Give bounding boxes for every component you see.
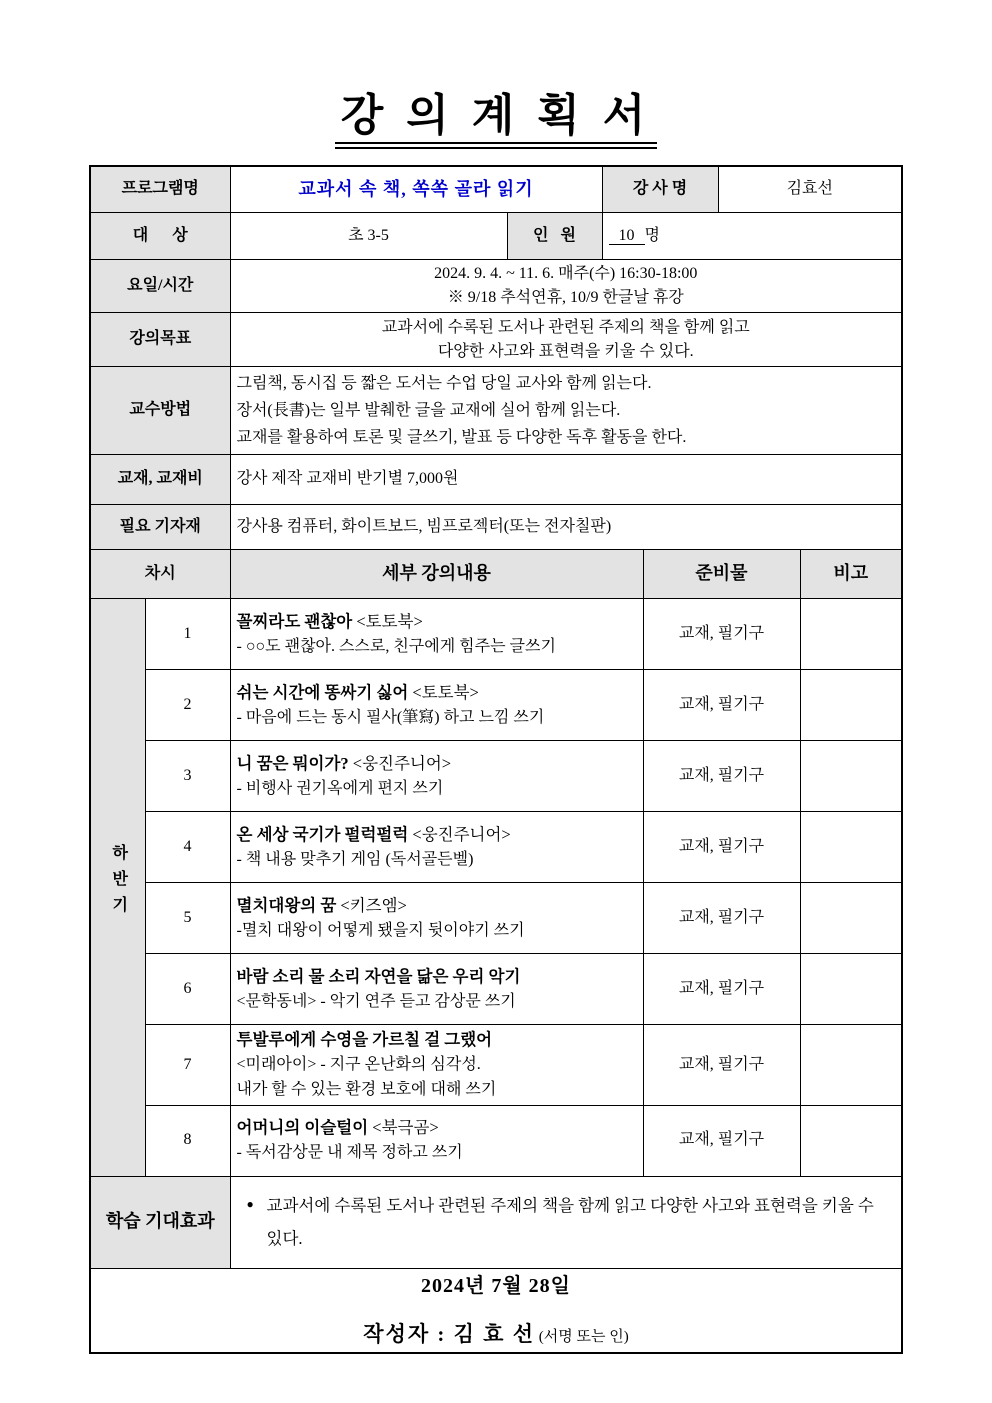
session-publisher: <웅진주니어> xyxy=(408,825,511,845)
session-activity: 내가 할 수 있는 환경 보호에 대해 쓰기 xyxy=(236,1080,497,1098)
session-content xyxy=(230,954,643,1025)
session-book-title: 투발루에게 수영을 가르칠 걸 그랬어 xyxy=(236,1030,493,1050)
session-number: 4 xyxy=(145,812,230,883)
session-content xyxy=(230,883,643,954)
session-book-title-line xyxy=(237,822,637,848)
sessions-header-materials: 준비물 xyxy=(643,550,800,599)
capacity-unit: 명 xyxy=(644,226,660,244)
session-publisher: <북극곰> xyxy=(368,1118,439,1138)
row-sessions-header xyxy=(90,550,902,599)
session-book-title: 멸치대왕의 꿈 xyxy=(236,896,337,916)
signature-date: 2024년 7월 28일 xyxy=(421,1274,571,1297)
session-book-title: 꼴찌라도 괜찮아 xyxy=(236,612,353,632)
session-book-title-line xyxy=(237,964,637,990)
program-value-cell xyxy=(230,166,602,213)
session-note xyxy=(800,883,902,954)
session-book-title-line xyxy=(237,609,637,635)
session-publisher: <토토북> xyxy=(352,612,423,632)
signature-author-name: 작성자 : 김 효 선 xyxy=(363,1321,535,1346)
session-row xyxy=(90,954,902,1025)
session-activity: - 비행사 권기옥에게 편지 쓰기 xyxy=(236,779,444,797)
capacity-value: 10 xyxy=(609,227,645,245)
session-book-title: 온 세상 국기가 펄럭펄럭 xyxy=(236,825,409,845)
session-row xyxy=(90,883,902,954)
session-book-title: 어머니의 이슬털이 xyxy=(236,1118,369,1138)
method-line3: 교재를 활용하여 토론 및 글쓰기, 발표 등 다양한 독후 활동을 한다. xyxy=(236,429,687,447)
row-equipment xyxy=(90,505,902,550)
goal-label: 강의목표 xyxy=(90,313,230,367)
semester-label xyxy=(90,599,145,1176)
target-label: 대 상 xyxy=(90,213,230,260)
session-book-title: 바람 소리 물 소리 자연을 닮은 우리 악기 xyxy=(236,967,521,987)
session-activity: <문학동네> - 악기 연주 듣고 감상문 쓰기 xyxy=(236,992,516,1010)
row-schedule xyxy=(90,260,902,313)
session-content xyxy=(230,670,643,741)
capacity-label: 인 원 xyxy=(507,213,602,260)
session-materials: 교재, 필기구 xyxy=(643,883,800,954)
session-activity: - 독서감상문 내 제목 정하고 쓰기 xyxy=(236,1143,463,1161)
session-note xyxy=(800,1105,902,1176)
goal-line2: 다양한 사고와 표현력을 키울 수 있다. xyxy=(437,342,694,360)
session-row xyxy=(90,1105,902,1176)
signature-note: (서명 또는 인) xyxy=(535,1328,629,1345)
session-note xyxy=(800,599,902,670)
row-target xyxy=(90,213,902,260)
document-title-wrap xyxy=(0,0,992,149)
session-book-title-line xyxy=(237,1027,637,1053)
session-note xyxy=(800,1025,902,1105)
goal-line1: 교과서에 수록된 도서나 관련된 주제의 책을 함께 읽고 xyxy=(381,318,750,336)
session-number: 6 xyxy=(145,954,230,1025)
session-activity: - ○○도 괜찮아. 스스로, 친구에게 힘주는 글쓰기 xyxy=(236,637,556,655)
target-value: 초 3-5 xyxy=(230,213,507,260)
session-activity: - 책 내용 맞추기 게임 (독서골든벨) xyxy=(236,850,474,868)
session-activity: <미래아이> - 지구 온난화의 심각성. xyxy=(236,1055,481,1073)
session-note xyxy=(800,812,902,883)
row-outcome xyxy=(90,1176,902,1268)
session-book-title-line xyxy=(237,893,637,919)
session-book-title-line xyxy=(237,1115,637,1141)
textbook-value: 강사 제작 교재비 반기별 7,000원 xyxy=(230,455,902,505)
session-book-title: 쉬는 시간에 똥싸기 싫어 xyxy=(236,683,409,703)
equipment-label: 필요 기자재 xyxy=(90,505,230,550)
session-materials: 교재, 필기구 xyxy=(643,670,800,741)
session-materials: 교재, 필기구 xyxy=(643,954,800,1025)
capacity-value-cell xyxy=(602,213,902,260)
semester-label-text: 하반기 xyxy=(109,844,127,923)
outcome-text: 교과서에 수록된 도서나 관련된 주제의 책을 함께 읽고 다양한 사고와 표현력을 키울 수 있다. xyxy=(266,1196,874,1249)
session-publisher: <키즈엠> xyxy=(336,896,407,916)
session-content xyxy=(230,1105,643,1176)
program-value: 교과서 속 책, 쏙쏙 골라 읽기 xyxy=(298,178,534,199)
instructor-label: 강 사 명 xyxy=(602,166,718,213)
session-materials: 교재, 필기구 xyxy=(643,812,800,883)
session-row xyxy=(90,599,902,670)
schedule-value-cell xyxy=(230,260,902,313)
sessions-header-period: 차시 xyxy=(90,550,230,599)
session-number: 3 xyxy=(145,741,230,812)
session-row xyxy=(90,812,902,883)
session-number: 1 xyxy=(145,599,230,670)
row-goal xyxy=(90,313,902,367)
session-row xyxy=(90,741,902,812)
document-title: 강 의 계 획 서 xyxy=(335,92,658,149)
schedule-label: 요일/시간 xyxy=(90,260,230,313)
session-number: 2 xyxy=(145,670,230,741)
session-materials: 교재, 필기구 xyxy=(643,741,800,812)
session-materials: 교재, 필기구 xyxy=(643,599,800,670)
session-note xyxy=(800,741,902,812)
session-number: 8 xyxy=(145,1105,230,1176)
sessions-body xyxy=(90,599,902,1176)
goal-value-cell xyxy=(230,313,902,367)
session-content xyxy=(230,741,643,812)
schedule-line1: 2024. 9. 4. ~ 11. 6. 매주(수) 16:30-18:00 xyxy=(434,265,698,283)
lecture-plan-table xyxy=(89,165,903,1354)
session-activity: -멸치 대왕이 어떻게 됐을지 뒷이야기 쓰기 xyxy=(236,921,525,939)
bullet-icon: ● xyxy=(246,1197,254,1212)
session-materials: 교재, 필기구 xyxy=(643,1105,800,1176)
session-materials: 교재, 필기구 xyxy=(643,1025,800,1105)
session-content xyxy=(230,1025,643,1105)
session-number: 5 xyxy=(145,883,230,954)
outcome-body xyxy=(237,1183,896,1261)
equipment-value: 강사용 컴퓨터, 화이트보드, 빔프로젝터(또는 전자칠판) xyxy=(230,505,902,550)
session-activity: - 마음에 드는 동시 필사(筆寫) 하고 느낌 쓰기 xyxy=(236,708,545,726)
session-content xyxy=(230,599,643,670)
method-line2: 장서(長書)는 일부 발췌한 글을 교재에 실어 함께 읽는다. xyxy=(236,402,621,420)
session-publisher: <웅진주니어> xyxy=(348,754,452,774)
textbook-label: 교재, 교재비 xyxy=(90,455,230,505)
instructor-value: 김효선 xyxy=(718,166,902,213)
sessions-header-content: 세부 강의내용 xyxy=(230,550,643,599)
row-signature xyxy=(90,1268,902,1353)
session-note xyxy=(800,670,902,741)
session-book-title-line xyxy=(237,751,637,777)
signature-cell xyxy=(90,1268,902,1353)
program-label: 프로그램명 xyxy=(90,166,230,213)
session-row xyxy=(90,670,902,741)
row-program xyxy=(90,166,902,213)
outcome-value-cell xyxy=(230,1176,902,1268)
session-row xyxy=(90,1025,902,1105)
row-textbook xyxy=(90,455,902,505)
row-method xyxy=(90,367,902,455)
session-book-title: 니 꿈은 뭐이가? xyxy=(236,754,349,774)
method-line1: 그림책, 동시집 등 짧은 도서는 수업 당일 교사와 함께 읽는다. xyxy=(236,375,652,393)
session-book-title-line xyxy=(237,680,637,706)
method-label: 교수방법 xyxy=(90,367,230,455)
session-publisher: <토토북> xyxy=(408,683,479,703)
signature-author xyxy=(97,1318,895,1351)
outcome-label: 학습 기대효과 xyxy=(90,1176,230,1268)
session-number: 7 xyxy=(145,1025,230,1105)
session-content xyxy=(230,812,643,883)
schedule-line2: ※ 9/18 추석연휴, 10/9 한글날 휴강 xyxy=(447,289,684,307)
sessions-header-note: 비고 xyxy=(800,550,902,599)
method-value-cell xyxy=(230,367,902,455)
session-note xyxy=(800,954,902,1025)
